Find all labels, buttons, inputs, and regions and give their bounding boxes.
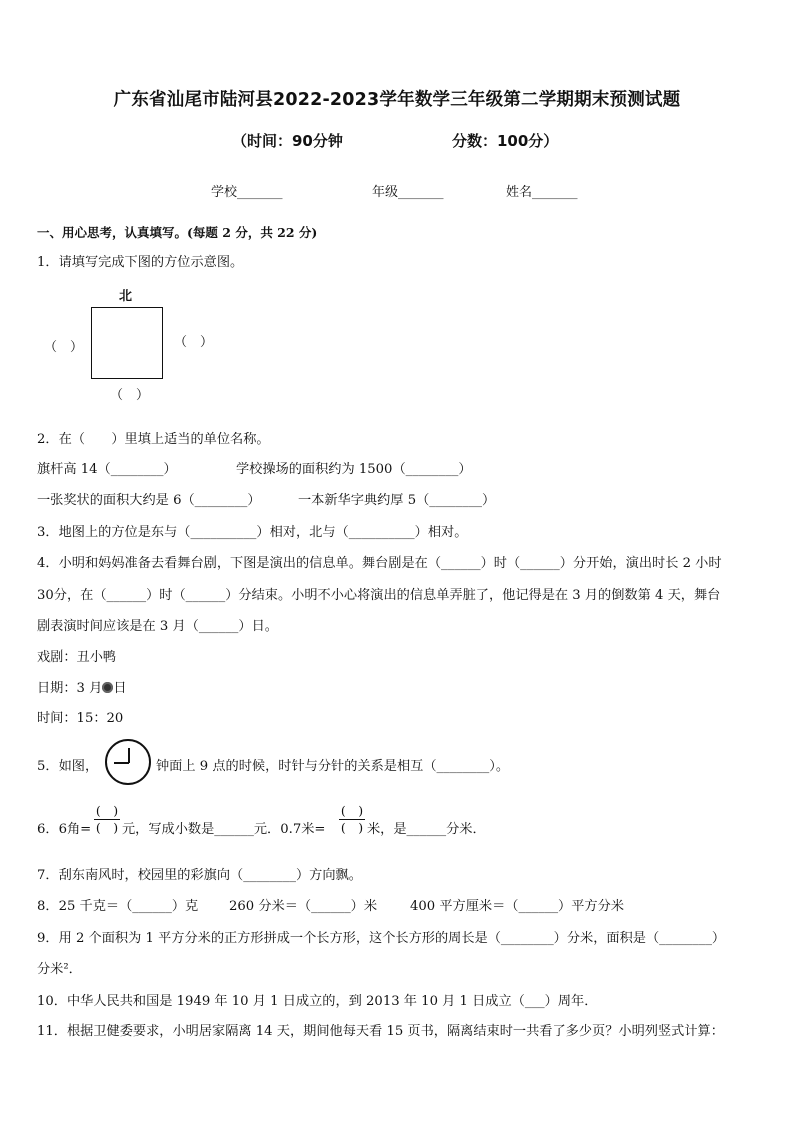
question-4-line-3: 剧表演时间应该是在 3 月（______）日。 — [37, 619, 278, 634]
west-blank: （ ） — [44, 340, 84, 355]
fraction-blank-1: ( ) ( ) — [95, 803, 119, 835]
ink-stain-icon — [102, 682, 113, 693]
clock-icon — [105, 739, 151, 785]
question-8b: 260 分米＝（______）米 — [229, 899, 378, 914]
question-9-line-2: 分米²． — [37, 962, 82, 977]
question-4-line-2: 30分，在（______）时（______）分结束。小明不小心将演出的信息单弄脏了，他记得是在 3 月的倒数第 4 天，舞台 — [37, 588, 721, 603]
section-heading: 一、用心思考，认真填写。(每题 2 分，共 22 分) — [37, 225, 318, 240]
hour-hand — [114, 762, 129, 764]
east-blank: （ ） — [174, 335, 214, 350]
question-11: 11．根据卫健委要求，小明居家隔离 14 天，期间他每天看 15 页书，隔离结束时一共看了多少页？小明列竖式计算： — [37, 1024, 724, 1039]
direction-square — [91, 307, 163, 379]
question-9-line-1: 9．用 2 个面积为 1 平方分米的正方形拼成一个长方形，这个长方形的周长是（________）分米，面积是（________） — [37, 931, 726, 946]
exam-score: 分数：100分） — [452, 132, 559, 150]
drama-time: 时间：15：20 — [37, 711, 124, 726]
question-2d: 一本新华字典约厚 5（________） — [298, 493, 496, 508]
question-8c: 400 平方厘米＝（______）平方分米 — [410, 899, 624, 914]
question-4-line-1: 4．小明和妈妈准备去看舞台剧，下图是演出的信息单。舞台剧是在（______）时（______）分开始，演出时长 2 小时 — [37, 556, 722, 571]
question-5-text: 钟面上 9 点的时候，时针与分针的关系是相互（________）。 — [156, 759, 510, 774]
question-2: 2．在（ ）里填上适当的单位名称。 — [37, 432, 270, 447]
school-field: 学校_______ — [211, 185, 283, 200]
minute-hand — [128, 748, 130, 763]
name-field: 姓名_______ — [506, 185, 578, 200]
page-title: 广东省汕尾市陆河县2022-2023学年数学三年级第二学期期末预测试题 — [113, 90, 681, 110]
question-2b: 学校操场的面积约为 1500（________） — [236, 462, 472, 477]
question-8a: 8．25 千克＝（______）克 — [37, 899, 199, 914]
question-6-prefix: 6．6角= — [37, 822, 92, 837]
exam-time: （时间：90分钟 — [232, 132, 343, 150]
south-blank: （ ） — [110, 388, 150, 403]
fraction-blank-2: ( ) ( ) — [340, 803, 364, 835]
question-2a: 旗杆高 14（________） — [37, 462, 177, 477]
question-7: 7．刮东南风时，校园里的彩旗向（________）方向飘。 — [37, 868, 362, 883]
question-3: 3．地图上的方位是东与（__________）相对，北与（__________）相对。 — [37, 525, 468, 540]
north-label: 北 — [119, 289, 133, 304]
question-5-prefix: 5．如图， — [37, 759, 99, 774]
question-6-middle: 元，写成小数是______元．0.7米= — [122, 822, 326, 837]
question-2c: 一张奖状的面积大约是 6（________） — [37, 493, 261, 508]
question-6-suffix: 米，是______分米． — [367, 822, 486, 837]
question-10: 10．中华人民共和国是 1949 年 10 月 1 日成立的，到 2013 年 10 月 1 日成立（___）周年． — [37, 994, 598, 1009]
drama-name: 戏剧：丑小鸭 — [37, 650, 117, 665]
question-1: 1．请填写完成下图的方位示意图。 — [37, 255, 244, 270]
drama-date: 日期：3 月 日 — [37, 681, 127, 696]
grade-field: 年级_______ — [372, 185, 444, 200]
